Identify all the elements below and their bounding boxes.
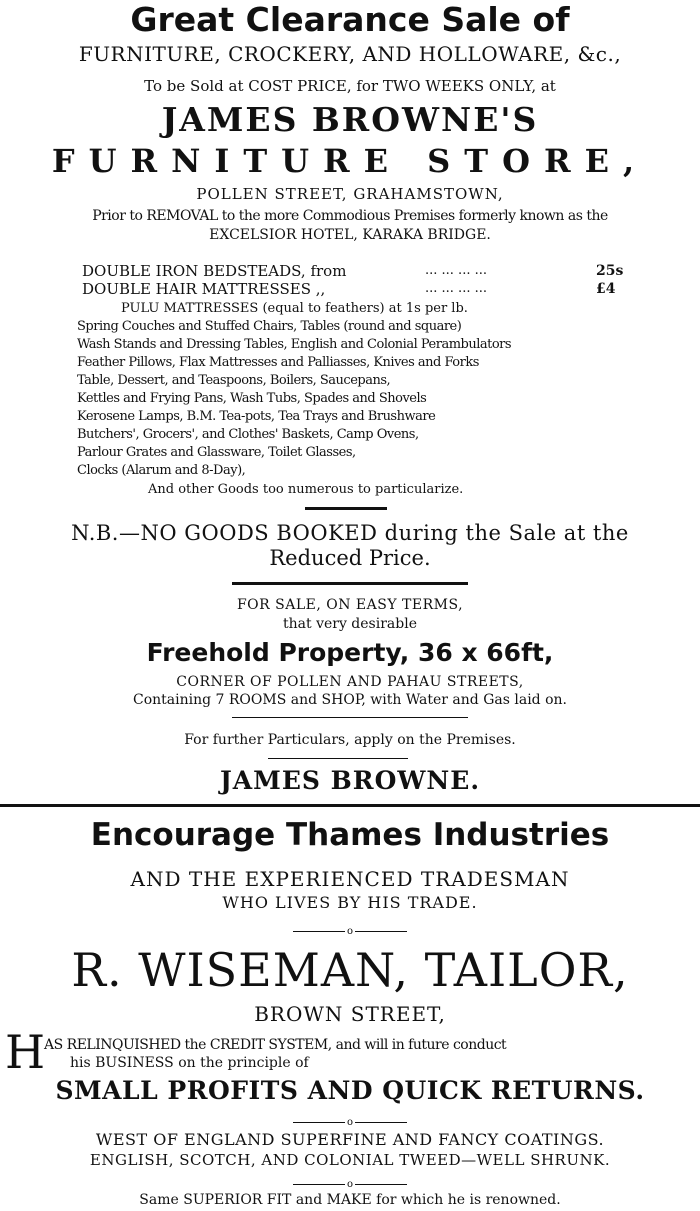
- goods-line: Feather Pillows, Flax Mattresses and Palliasses, Knives and Forks: [77, 355, 479, 370]
- drop-cap: H: [5, 1025, 46, 1079]
- pulu-mattresses: PULU MATTRESSES (equal to feathers) at 1s per lb.: [121, 301, 468, 316]
- subhead-trade: WHO LIVES BY HIS TRADE.: [222, 893, 478, 912]
- coatings-line: WEST OF ENGLAND SUPERFINE AND FANCY COATINGS.: [95, 1130, 605, 1149]
- store-type: FURNITURE STORE,: [51, 142, 649, 180]
- property-containing: Containing 7 ROOMS and SHOP, with Water and Gas laid on.: [133, 692, 567, 708]
- ornament-divider: [0, 921, 700, 940]
- ornament-line: [355, 1184, 407, 1185]
- nb-notice-line-1: N.B.—NO GOODS BOOKED during the Sale at the: [71, 521, 629, 545]
- headline-clearance-sale: Great Clearance Sale of: [130, 0, 570, 39]
- goods-line: Parlour Grates and Glassware, Toilet Glasses,: [77, 445, 356, 460]
- goods-line: Butchers', Grocers', and Clothes' Baskets, Camp Ovens,: [77, 427, 419, 442]
- goods-line: Clocks (Alarum and 8-Day),: [77, 463, 246, 478]
- for-sale-line-2: that very desirable: [283, 616, 417, 632]
- price-item-label: DOUBLE IRON BEDSTEADS, from: [82, 262, 347, 280]
- property-corner: CORNER OF POLLEN AND PAHAU STREETS,: [176, 674, 524, 690]
- sale-terms: To be Sold at COST PRICE, for TWO WEEKS ONLY, at: [144, 77, 556, 95]
- ornament-circle: o: [346, 926, 354, 937]
- goods-line: Wash Stands and Dressing Tables, English and Colonial Perambulators: [77, 337, 512, 352]
- ornament-circle: o: [346, 1179, 354, 1190]
- goods-line: Spring Couches and Stuffed Chairs, Tables (round and square): [77, 319, 462, 334]
- price-value: £4: [596, 281, 616, 297]
- headline-thames-industries: Encourage Thames Industries: [90, 817, 610, 853]
- ornament-line: [293, 1122, 345, 1123]
- for-sale-line-1: FOR SALE, ON EASY TERMS,: [236, 597, 464, 613]
- ornament-line: [355, 1122, 407, 1123]
- body-line-2: his BUSINESS on the principle of: [70, 1055, 309, 1071]
- removal-notice-line-2: EXCELSIOR HOTEL, KARAKA BRIDGE.: [209, 227, 491, 243]
- divider: [232, 582, 468, 585]
- section-separator: [0, 804, 700, 807]
- tailor-street: BROWN STREET,: [254, 1002, 446, 1026]
- ornament-divider: [0, 1112, 700, 1131]
- store-address: POLLEN STREET, GRAHAMSTOWN,: [196, 185, 504, 203]
- nb-notice-line-2: Reduced Price.: [269, 546, 431, 570]
- motto: SMALL PROFITS AND QUICK RETURNS.: [55, 1076, 645, 1105]
- ornament-line: [293, 931, 345, 932]
- tweeds-line: ENGLISH, SCOTCH, AND COLONIAL TWEED—WELL SHRUNK.: [89, 1151, 611, 1169]
- subhead-furniture: FURNITURE, CROCKERY, AND HOLLOWARE, &c.,: [78, 42, 622, 66]
- divider: [268, 758, 408, 759]
- other-goods: And other Goods too numerous to particularize.: [148, 482, 464, 497]
- leader-dots: ... ... ... ...: [425, 263, 487, 278]
- signature: JAMES BROWNE.: [219, 766, 481, 795]
- goods-line: Kerosene Lamps, B.M. Tea-pots, Tea Trays and Brushware: [77, 409, 436, 424]
- footer-renowned: Same SUPERIOR FIT and MAKE for which he is renowned.: [139, 1192, 561, 1208]
- ornament-line: [355, 931, 407, 932]
- price-item-label: DOUBLE HAIR MATTRESSES ,,: [82, 280, 326, 298]
- divider: [305, 507, 387, 510]
- goods-line: Kettles and Frying Pans, Wash Tubs, Spades and Shovels: [77, 391, 427, 406]
- divider: [232, 717, 468, 718]
- goods-line: Table, Dessert, and Teaspoons, Boilers, Saucepans,: [77, 373, 391, 388]
- ornament-circle: o: [346, 1117, 354, 1128]
- leader-dots: ... ... ... ...: [425, 281, 487, 296]
- price-value: 25s: [596, 263, 624, 279]
- body-line-1: AS RELINQUISHED the CREDIT SYSTEM, and will in future conduct: [44, 1037, 507, 1053]
- tailor-name: R. WISEMAN, TAILOR,: [71, 943, 629, 997]
- ornament-line: [293, 1184, 345, 1185]
- subhead-tradesman: AND THE EXPERIENCED TRADESMAN: [130, 867, 570, 891]
- freehold-property: Freehold Property, 36 x 66ft,: [146, 638, 554, 667]
- further-particulars: For further Particulars, apply on the Premises.: [184, 732, 516, 748]
- removal-notice-line-1: Prior to REMOVAL to the more Commodious Premises formerly known as the: [92, 208, 608, 224]
- store-name: JAMES BROWNE'S: [161, 100, 539, 139]
